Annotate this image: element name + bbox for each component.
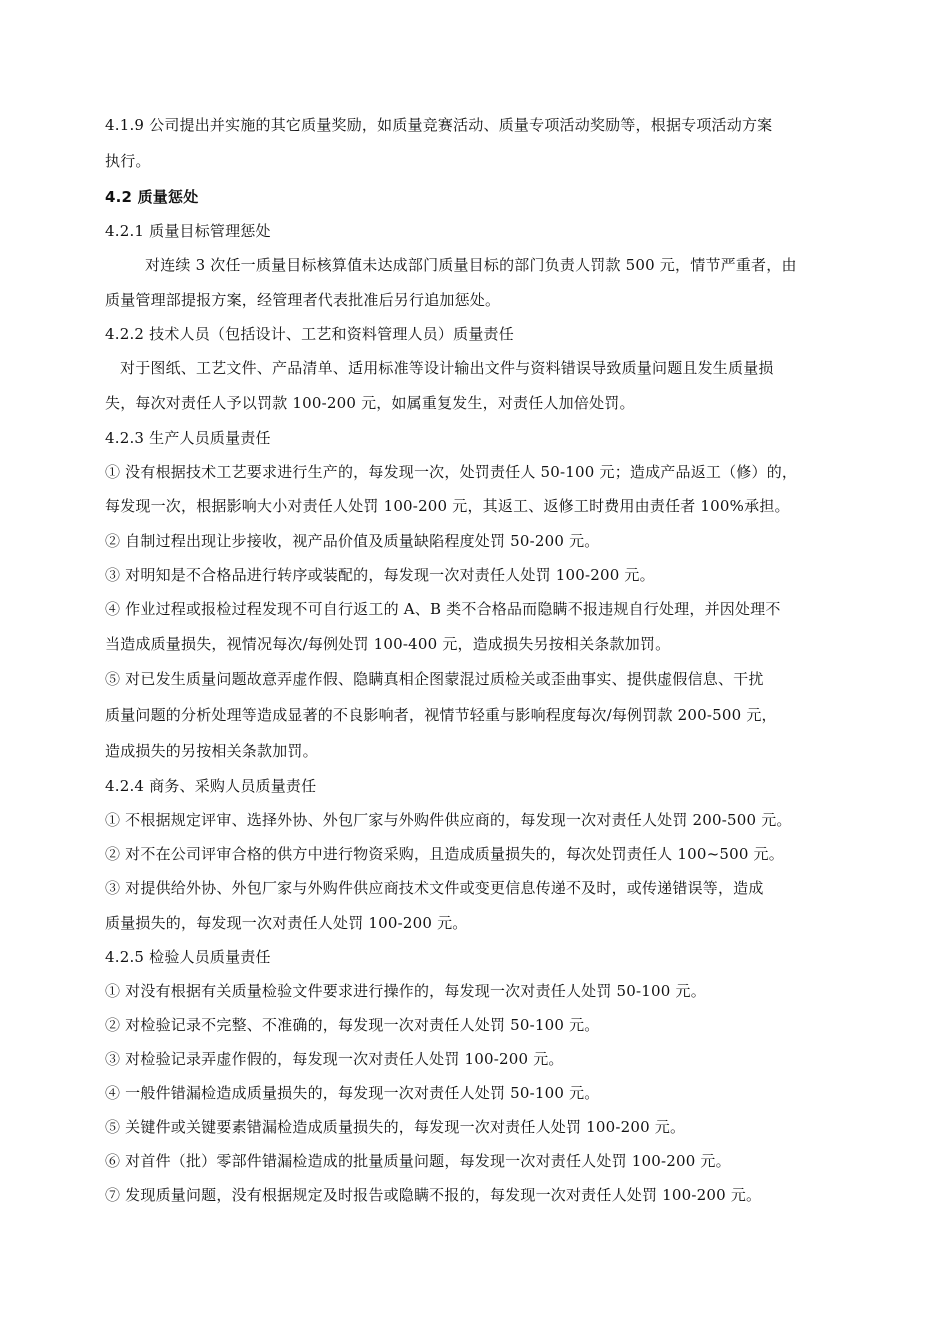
item-4-2-5-1: ① 对没有根据有关质量检验文件要求进行操作的，每发现一次对责任人处罚 50-100 元。 — [105, 982, 706, 1000]
item-4-2-4-3-line-2: 质量损失的，每发现一次对责任人处罚 100-200 元。 — [105, 914, 468, 932]
item-4-2-3-5-line-3: 造成损失的另按相关条款加罚。 — [105, 742, 318, 760]
paragraph-4-2-2-line-2: 失，每次对责任人予以罚款 100-200 元，如属重复发生，对责任人加倍处罚。 — [105, 394, 635, 412]
clause-4-1-9-line-2: 执行。 — [105, 152, 151, 170]
item-4-2-3-4-line-2: 当造成质量损失，视情况每次/每例处罚 100-400 元，造成损失另按相关条款加罚。 — [105, 635, 671, 653]
item-4-2-3-4-line-1: ④ 作业过程或报检过程发现不可自行返工的 A、B 类不合格品而隐瞒不报违规自行处理，并因处理不 — [105, 600, 781, 618]
item-4-2-3-1-line-1: ① 没有根据技术工艺要求进行生产的，每发现一次，处罚责任人 50-100 元；造成产品返工（修）的， — [105, 463, 798, 481]
item-4-2-3-5-line-1: ⑤ 对已发生质量问题故意弄虚作假、隐瞒真相企图蒙混过质检关或歪曲事实、提供虚假信息、干扰 — [105, 670, 764, 688]
item-4-2-4-2: ② 对不在公司评审合格的供方中进行物资采购，且造成质量损失的，每次处罚责任人 100~500 元。 — [105, 845, 784, 863]
item-4-2-3-2: ② 自制过程出现让步接收，视产品价值及质量缺陷程度处罚 50-200 元。 — [105, 532, 600, 550]
paragraph-4-2-2-line-1: 对于图纸、工艺文件、产品清单、适用标准等设计输出文件与资料错误导致质量问题且发生质量损 — [120, 359, 774, 377]
subheading-4-2-2: 4.2.2 技术人员（包括设计、工艺和资料管理人员）质量责任 — [105, 325, 514, 343]
subheading-4-2-5: 4.2.5 检验人员质量责任 — [105, 948, 271, 966]
item-4-2-5-4: ④ 一般件错漏检造成质量损失的，每发现一次对责任人处罚 50-100 元。 — [105, 1084, 600, 1102]
item-4-2-4-1: ① 不根据规定评审、选择外协、外包厂家与外购件供应商的，每发现一次对责任人处罚 200-500 元。 — [105, 811, 792, 829]
item-4-2-5-3: ③ 对检验记录弄虚作假的，每发现一次对责任人处罚 100-200 元。 — [105, 1050, 564, 1068]
item-4-2-3-5-line-2: 质量问题的分析处理等造成显著的不良影响者，视情节轻重与影响程度每次/每例罚款 200-500 元， — [105, 706, 777, 724]
subheading-4-2-4: 4.2.4 商务、采购人员质量责任 — [105, 777, 317, 795]
item-4-2-5-2: ② 对检验记录不完整、不准确的，每发现一次对责任人处罚 50-100 元。 — [105, 1016, 600, 1034]
subheading-4-2-1: 4.2.1 质量目标管理惩处 — [105, 222, 271, 240]
item-4-2-5-6: ⑥ 对首件（批）零部件错漏检造成的批量质量问题，每发现一次对责任人处罚 100-200 元。 — [105, 1152, 731, 1170]
paragraph-4-2-1-line-1: 对连续 3 次任一质量目标核算值未达成部门质量目标的部门负责人罚款 500 元，情节严重者，由 — [145, 256, 797, 274]
item-4-2-4-3-line-1: ③ 对提供给外协、外包厂家与外购件供应商技术文件或变更信息传递不及时，或传递错误等，造成 — [105, 879, 764, 897]
subheading-4-2-3: 4.2.3 生产人员质量责任 — [105, 429, 271, 447]
item-4-2-5-5: ⑤ 关键件或关键要素错漏检造成质量损失的，每发现一次对责任人处罚 100-200 元。 — [105, 1118, 686, 1136]
item-4-2-3-3: ③ 对明知是不合格品进行转序或装配的，每发现一次对责任人处罚 100-200 元。 — [105, 566, 655, 584]
clause-4-1-9-line-1: 4.1.9 公司提出并实施的其它质量奖励，如质量竞赛活动、质量专项活动奖励等，根据专项活动方案 — [105, 116, 773, 134]
section-heading-4-2: 4.2 质量惩处 — [105, 188, 199, 206]
paragraph-4-2-1-line-2: 质量管理部提报方案，经管理者代表批准后另行追加惩处。 — [105, 291, 501, 309]
item-4-2-3-1-line-2: 每发现一次，根据影响大小对责任人处罚 100-200 元，其返工、返修工时费用由责任者 100%承担。 — [105, 497, 790, 515]
item-4-2-5-7: ⑦ 发现质量问题，没有根据规定及时报告或隐瞒不报的，每发现一次对责任人处罚 100-200 元。 — [105, 1186, 762, 1204]
